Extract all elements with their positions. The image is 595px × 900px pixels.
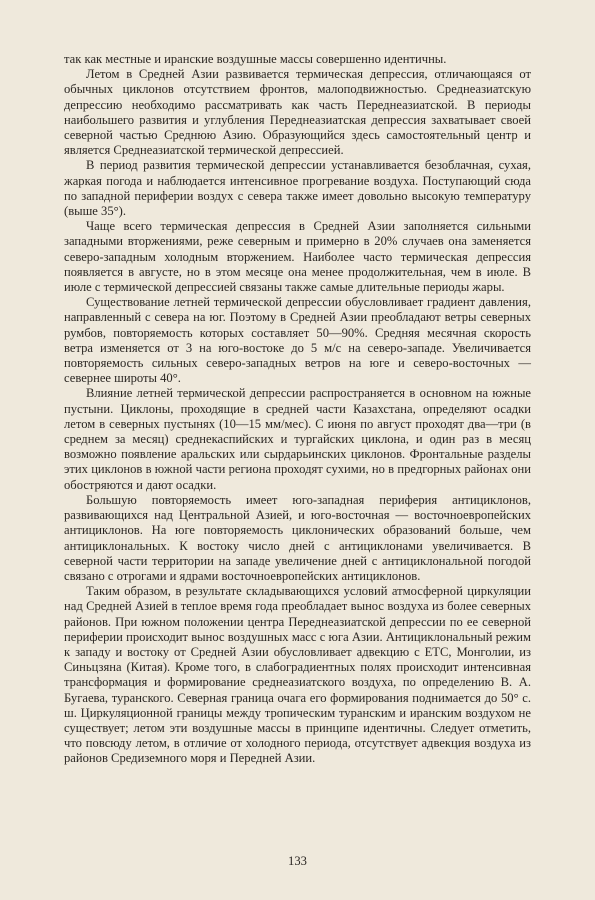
paragraph-4: Чаще всего термическая депрессия в Средней Азии заполняется сильными западными вторжениями, реже северным и примерно в 20% случаев она заменяется северо-западным холодным вторжением. Наиболее часто термическая депрессия появляется в августе, но в этом месяце она менее продолжительная, чем в июле. В июле с термической депрессией связаны также самые длительные периоды жары. — [64, 219, 531, 295]
paragraph-1: так как местные и иранские воздушные массы совершенно идентичны. — [64, 52, 447, 66]
paragraph-3: В период развития термической депрессии устанавливается безоблачная, сухая, жаркая погода и наблюдается интенсивное прогревание воздуха. Поступающий сюда по западной периферии воздух с севера также имеет довольно высокую температуру (выше 35°). — [64, 158, 531, 219]
paragraph-5: Существование летней термической депрессии обусловливает градиент давления, направленный с севера на юг. Поэтому в Средней Азии преобладают ветры северных румбов, повторяемость которых составляет 50—90%. Средняя месячная скорость ветра изменяется от 3 на юго-востоке до 5 м/с на северо-западе. Увеличивается повторяемость сильных северо-западных ветров на юге и северо-восточных — севернее широты 40°. — [64, 295, 531, 386]
body-text — [64, 52, 531, 767]
page-number: 133 — [288, 854, 307, 868]
paragraph-2: Летом в Средней Азии развивается термическая депрессия, отличающаяся от обычных циклонов отсутствием фронтов, малоподвижностью. Среднеазиатскую депрессию необходимо рассматривать как часть Переднеазиатской. В периоды наибольшего развития и углубления Переднеазиатская депрессия захватывает своей северной частью Среднюю Азию. Образующийся здесь самостоятельный центр и является Среднеазиатской термической депрессией. — [64, 67, 531, 158]
paragraph-8: Таким образом, в результате складывающихся условий атмосферной циркуляции над Средней Азией в теплое время года преобладает вынос воздуха из более северных районов. При южном положении центра Переднеазиатской депрессии по ее северной периферии происходит вынос воздушных масс с юга Азии. Антициклональный режим к западу и востоку от Средней Азии обусловливает адвекцию с ЕТС, Монголии, из Синьцзяна (Китая). Кроме того, в слабоградиентных полях происходит интенсивная трансформация и формирование среднеазиатского воздуха, по определению В. А. Бугаева, туранского. Северная граница очага его формирования поднимается до 50° с. ш. Циркуляционной границы между тропическим туранским и иранским воздухом не существует; летом эти воздушные массы в принципе идентичны. Следует отметить, что повсюду летом, в отличие от холодного периода, отсутствует адвекция воздуха из районов Средиземного моря и Передней Азии. — [64, 584, 531, 766]
paragraph-7: Большую повторяемость имеет юго-западная периферия антициклонов, развивающихся над Центральной Азией, и юго-восточная — восточноевропейских антициклонов. На юге повторяемость циклонических образований больше, чем антициклональных. К востоку число дней с антициклонами увеличивается. В северной части территории на западе увеличение дней с антициклональной погодой связано с отрогами и ядрами восточноевропейских антициклонов. — [64, 492, 531, 583]
paragraph-6: Влияние летней термической депрессии распространяется в основном на южные пустыни. Циклоны, проходящие в средней части Казахстана, определяют осадки летом в северных пустынях (10—15 мм/мес). С июня по август проходят два—три (в среднем за месяц) среднекаспийских и тургайских циклона, и один раз в месяц возможно появление аральских или сырдарьинских циклонов. Фронтальные разделы этих циклонов в южной части региона проходят сухими, но в предгорных районах они обостряются и дают осадки. — [64, 386, 531, 492]
